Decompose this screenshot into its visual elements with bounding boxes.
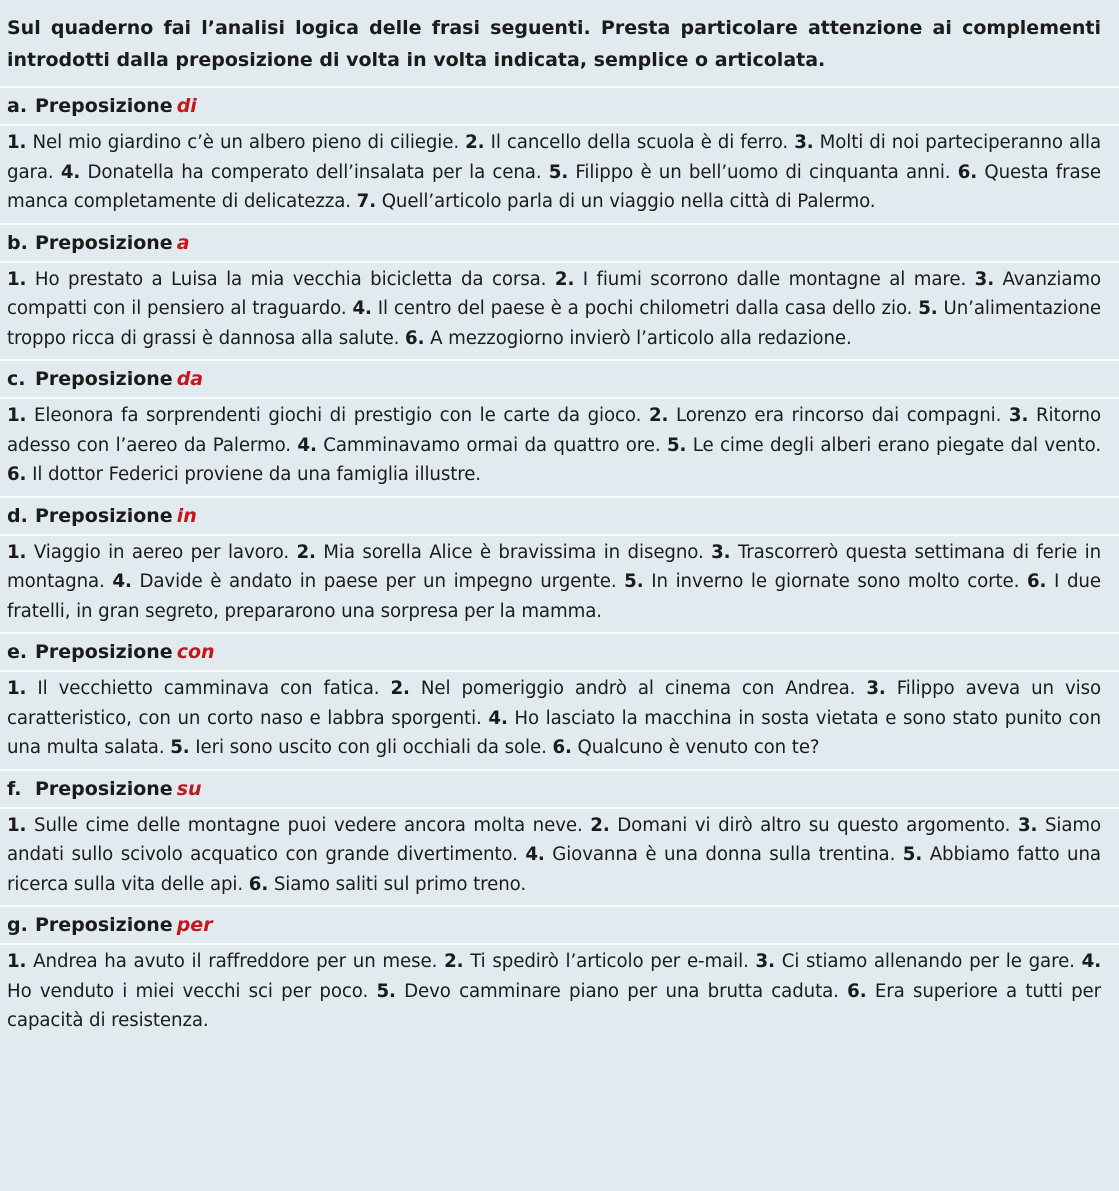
sentence [296,542,703,563]
section-heading [7,907,1101,943]
sentence [7,815,583,836]
section-letter: b. [7,231,28,254]
sentence-number: 6. [405,327,425,349]
sentence [7,464,481,485]
sentence-number: 2. [465,132,485,153]
sentence-text: Donatella ha comperato dell’insalata per la cena. [87,161,542,183]
sentence-number: 5. [918,298,938,319]
sentence-number: 2. [390,678,410,699]
section-label: Preposizione [35,777,173,800]
sentence [297,435,660,456]
sentence-text: Molti di noi parteciperanno alla gara. [7,132,1102,183]
sentence [391,678,856,699]
sentence-number: 3. [1017,814,1038,836]
sentence-text: Trascorrerò questa settimana di ferie in montagna. [7,541,1101,592]
sentence-text: In inverno le giornate sono molto corte. [651,571,1020,592]
sentence [112,571,616,592]
sentence-number: 7. [356,191,377,212]
sentence-text: Viaggio in aereo per lavoro. [33,541,290,563]
sentence [549,162,951,183]
sentence-text: Camminavamo ormai da quattro ore. [323,434,661,456]
sentence-number: 4. [112,571,132,592]
sentence-text: Davide è andato in paese per un impegno urgente. [139,571,617,592]
sentence-text: Devo camminare piano per una brutta caduta. [404,980,839,1002]
section-letter: d. [7,504,28,527]
sentence-text: Nel mio giardino c’è un albero pieno di ciliegie. [32,132,460,153]
sentence-number: 6. [7,464,27,485]
sentence-text: Ci stiamo allenando per le gare. [781,951,1075,972]
sentence-text: Sulle cime delle montagne puoi vedere ancora molta neve. [34,814,583,836]
section-label: Preposizione [35,914,173,936]
sentence-number: 6. [552,737,572,758]
sentence-number: 6. [847,980,867,1002]
sentence [756,951,1075,972]
section-sentences [7,536,1101,633]
sentence-number: 6. [248,873,269,895]
sentence-number: 5. [902,844,923,865]
sentence-number: 3. [711,541,731,563]
sentence-text: Ritorno adesso con l’aereo da Palermo. [7,405,1102,456]
sentence [170,737,547,758]
section-sentences [7,399,1101,496]
section-preposition: a [176,231,190,254]
sentence-text: Quell’articolo parla di un viaggio nella città di Palermo. [381,191,876,212]
sentence-text: Questa frase manca completamente di delicatezza. [7,161,1101,212]
sentence [7,269,546,290]
sentence-number: 1. [7,132,27,153]
sentence-text: Avanziamo compatti con il pensiero al traguardo. [7,268,1102,319]
sentence-number: 4. [488,707,508,729]
sentence [590,815,1010,836]
section-label: Preposizione [35,95,173,117]
sentence-text: Il cancello della scuola è di ferro. [490,132,789,153]
section-sentences [7,126,1101,223]
sentence-number: 4. [1081,951,1102,972]
sentence [61,162,542,183]
section-preposition: da [176,368,204,390]
sentence-text: I due fratelli, in gran segreto, prepararono una sorpresa per la mamma. [7,571,1101,622]
sentence-number: 3. [974,268,995,290]
sentence-number: 5. [548,161,569,183]
sentence-text: Siamo saliti sul primo treno. [273,873,527,895]
section-label: Preposizione [35,231,173,254]
sentence-number: 4. [60,161,81,183]
sentence [552,737,819,758]
sentence [376,981,838,1002]
section-letter: e. [7,641,28,663]
section-preposition: in [176,504,197,527]
sentence-text: Lorenzo era rincorso dai compagni. [676,405,1002,426]
sentence-number: 2. [444,951,464,972]
sentence-number: 1. [7,268,27,290]
section-label: Preposizione [35,504,173,527]
sentence [555,269,966,290]
sentence-text: Un’alimentazione troppo ricca di grassi è dannosa alla salute. [7,298,1101,349]
sentence [249,874,526,895]
sentence [7,951,437,972]
sentence-number: 4. [352,298,372,319]
sentence-text: Giovanna è una donna sulla trentina. [552,844,896,865]
section-sentences [7,809,1101,906]
sentence-text: Il vecchietto camminava con fatica. [37,678,380,699]
sentence-text: Ti spedirò l’articolo per e-mail. [470,951,749,972]
sentence-number: 1. [7,405,27,426]
sentence-number: 5. [376,980,396,1002]
sentence-text: Mia sorella Alice è bravissima in disegno. [323,541,704,563]
sentence-text: Era superiore a tutti per capacità di resistenza. [7,980,1102,1031]
section-letter: g. [7,914,28,936]
section-label: Preposizione [35,641,173,663]
section-preposition: con [176,641,215,663]
sentence-text: Le cime degli alberi erano piegate dal vento. [692,434,1101,456]
sentence-number: 5. [624,571,644,592]
section-preposition: su [176,777,202,800]
section-heading [7,88,1101,124]
sentence-text: Il centro del paese è a pochi chilometri dalla casa dello zio. [377,298,913,319]
section-sentences [7,945,1101,1042]
sentence-text: Il dottor Federici proviene da una famiglia illustre. [32,464,481,485]
sentence-text: Ieri sono uscito con gli occhiali da sole. [195,737,547,758]
sentence [7,405,641,426]
sentence [667,435,1101,456]
sentence-number: 1. [7,951,27,972]
sentence-number: 1. [7,678,27,699]
sentence-text: Andrea ha avuto il raffreddore per un mese. [33,951,438,972]
sentence-text: Eleonora fa sorprendenti giochi di prestigio con le carte da gioco. [34,405,642,426]
sentence [357,191,876,212]
sentence-text: A mezzogiorno invierò l’articolo alla redazione. [430,327,852,349]
sentence-number: 2. [648,405,669,426]
section-letter: a. [7,95,28,117]
section-heading [7,771,1101,807]
sentence-number: 3. [755,951,775,972]
sentence [649,405,1001,426]
sentence-text: Filippo aveva un viso caratteristico, con un corto naso e labbra sporgenti. [7,678,1102,729]
sentence-number: 4. [297,434,317,456]
sentence-text: Ho prestato a Luisa la mia vecchia bicicletta da corsa. [34,268,547,290]
section-preposition: per [176,914,213,936]
sentence [624,571,1019,592]
section-heading [7,225,1101,261]
sentence [405,328,852,349]
sections-container [7,86,1101,1042]
sentence-text: Qualcuno è venuto con te? [577,737,820,758]
section-letter: c. [7,368,26,390]
instructions: Sul quaderno fai l’analisi logica delle frasi seguenti. Presta particolare attenzione ai complementi introdotti dalla preposizione di volta in volta indicata, semplice o articolata. [7,17,1101,71]
sentence-number: 2. [296,541,316,563]
sentence-text: Abbiamo fatto una ricerca sulla vita delle api. [7,844,1101,895]
sentence [465,132,788,153]
sentence-number: 5. [666,434,687,456]
sentence [7,542,289,563]
section-heading [7,361,1101,397]
sentence-number: 1. [7,814,27,836]
sentence-number: 4. [525,844,545,865]
sentence-text: Domani vi dirò altro su questo argomento. [617,814,1011,836]
sentence [7,132,459,153]
section-label: Preposizione [35,368,173,390]
sentence-text: I fiumi scorrono dalle montagne al mare. [582,268,967,290]
sentence-number: 5. [170,737,190,758]
sentence [444,951,749,972]
sentence-number: 6. [957,161,978,183]
section-heading [7,498,1101,534]
sentence-number: 2. [590,814,610,836]
section-preposition: di [176,95,197,117]
section-letter: f. [7,777,22,800]
sentence-text: Siamo andati sullo scivolo acquatico con grande divertimento. [7,814,1102,865]
sentence-text: Nel pomeriggio andrò al cinema con Andrea. [420,678,856,699]
sentence [352,298,912,319]
sentence [7,678,379,699]
sentence-text: Ho venduto i miei vecchi sci per poco. [7,980,369,1002]
sentence [525,844,895,865]
section-sentences [7,672,1101,769]
sentence-number: 3. [866,678,886,699]
sentence-number: 3. [794,132,814,153]
sentence-text: Ho lasciato la macchina in sosta vietata e sono stato punito con una multa salata. [7,707,1101,758]
sentence-number: 1. [7,541,27,563]
section-heading [7,634,1101,670]
sentence-text: Filippo è un bell’uomo di cinquanta anni. [575,161,951,183]
sentence-number: 2. [554,268,575,290]
section-sentences [7,263,1101,360]
sentence-number: 3. [1008,405,1029,426]
sentence-number: 6. [1027,571,1047,592]
